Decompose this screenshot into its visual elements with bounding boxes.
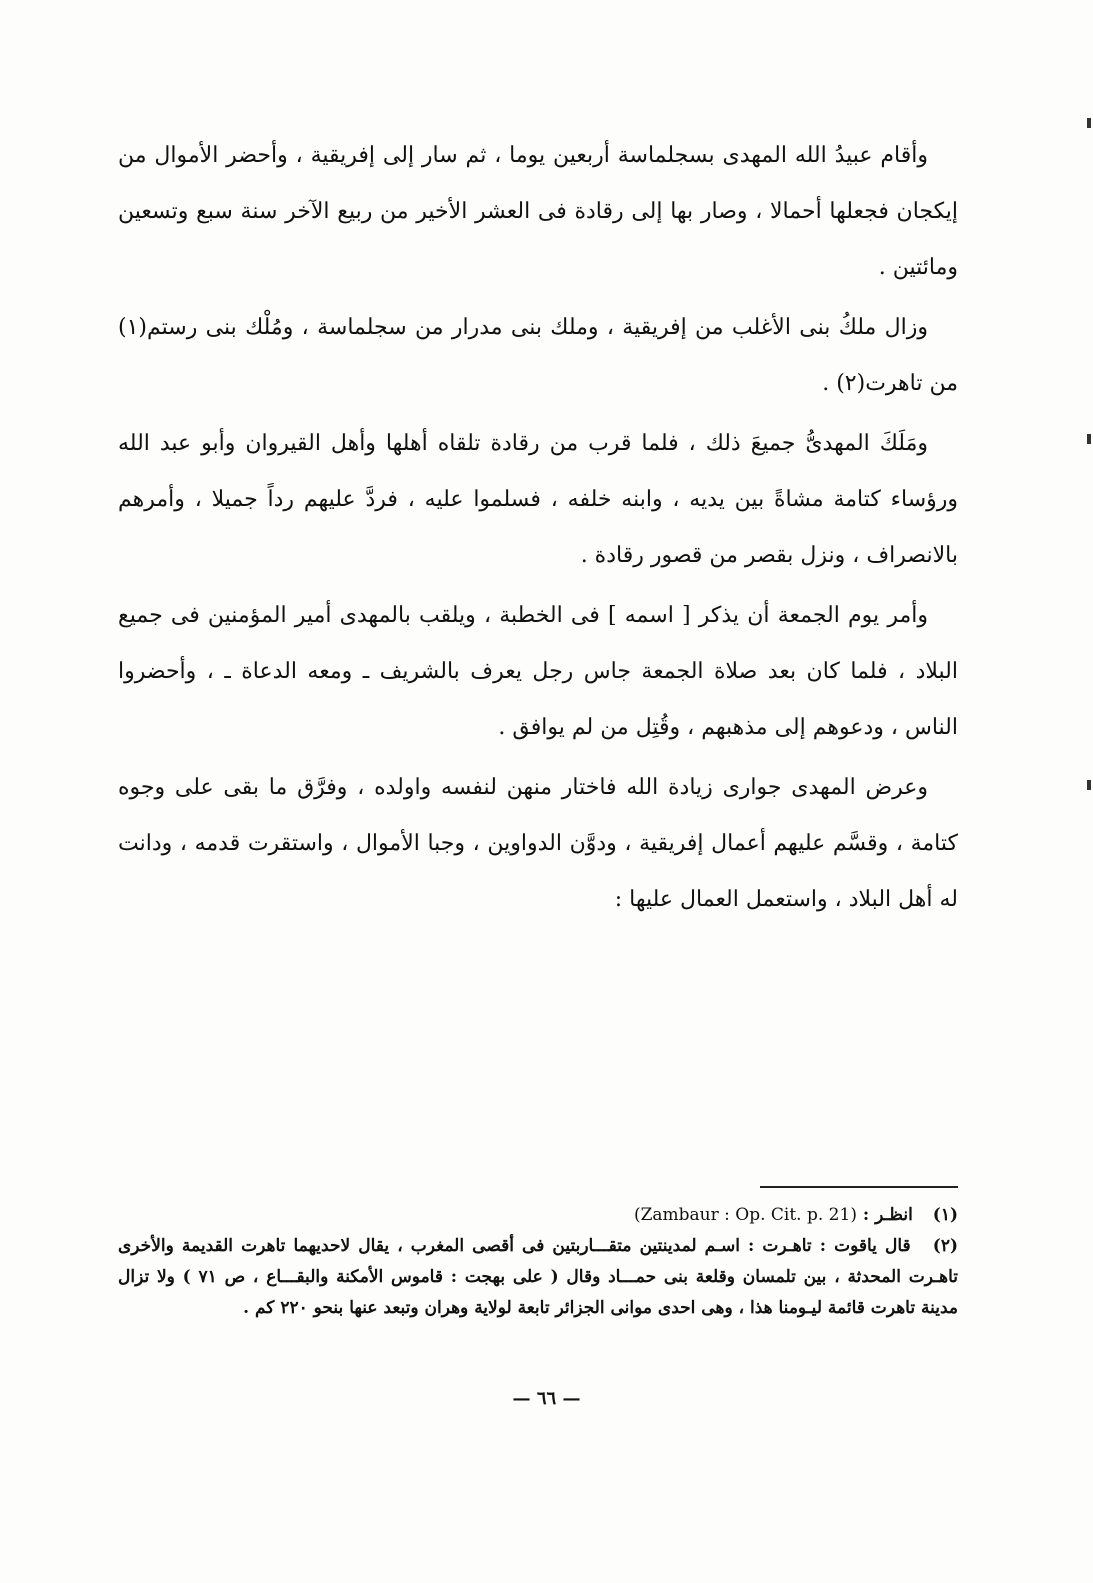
footnote-reference: (Zambaur : Op. Cit. p. 21): [633, 1205, 857, 1225]
footnote-text: انظـر :: [862, 1205, 913, 1225]
footnotes: [118, 1200, 958, 1324]
footnote-divider: [760, 1186, 958, 1188]
paragraph: وزال ملكُ بنى الأغلب من إفريقية ، وملك بنى مدرار من سجلماسة ، ومُلْك بنى رستم(١) من تاهرت(٢) .: [118, 315, 958, 396]
main-text: [118, 128, 958, 928]
footnote-2: [118, 1231, 958, 1324]
footnote-text: قال ياقوت : تاهـرت : اسـم لمدينتين متقـــاربتين فى أقصى المغرب ، يقال لاحديهما تاهرت القديمة والأخرى تاهـرت المحدثة ، بين تلمسان وقلعة بنى حمـــاد وقال ( على بهجت : قاموس الأمكنة والبقـــاع ، ص ٧١ ) ولا تزال مدينة تاهرت قائمة ليـومنا هذا ، وهى احدى موانى الجزائر تابعة لولاية وهران وتبعد عنها بنحو ٢٢٠ كم .: [118, 1236, 958, 1318]
footnote-1: [118, 1200, 958, 1231]
scan-margin-mark: [1087, 434, 1091, 444]
scan-margin-mark: [1087, 780, 1091, 790]
paragraph: ومَلَكَ المهدىُّ جميعَ ذلك ، فلما قرب من رقادة تلقاه أهلها وأهل القيروان وأبو عبد الله ورؤساء كتامة مشاةً بين يديه ، وابنه خلفه ، فسلموا عليه ، فردَّ عليهم رداً جميلا ، وأمرهم بالانصراف ، ونزل بقصر من قصور رقادة .: [118, 431, 958, 568]
paragraph: وعرض المهدى جوارى زيادة الله فاختار منهن لنفسه واولده ، وفرَّق ما بقى على وجوه كتامة ، وقسَّم عليهم أعمال إفريقية ، ودوَّن الدواوين ، وجبا الأموال ، واستقرت قدمه ، ودانت له أهل البلاد ، واستعمل العمال عليها :: [118, 775, 958, 912]
footnote-number: (٢): [932, 1236, 958, 1256]
paragraph: وأقام عبيدُ الله المهدى بسجلماسة أربعين يوما ، ثم سار إلى إفريقية ، وأحضر الأموال من إيكجان فجعلها أحمالا ، وصار بها إلى رقادة فى العشر الأخير من ربيع الآخر سنة سبع وتسعين ومائتين .: [118, 143, 958, 280]
page-number: — ٦٦ —: [512, 1388, 581, 1409]
footnote-number: (١): [932, 1205, 958, 1225]
paragraph: وأمر يوم الجمعة أن يذكر [ اسمه ] فى الخطبة ، ويلقب بالمهدى أمير المؤمنين فى جميع البلاد ، فلما كان بعد صلاة الجمعة جاس رجل يعرف بالشريف ـ ومعه الدعاة ـ ، وأحضروا الناس ، ودعوهم إلى مذهبهم ، وقُتِل من لم يوافق .: [118, 603, 958, 740]
scan-margin-mark: [1087, 118, 1091, 128]
